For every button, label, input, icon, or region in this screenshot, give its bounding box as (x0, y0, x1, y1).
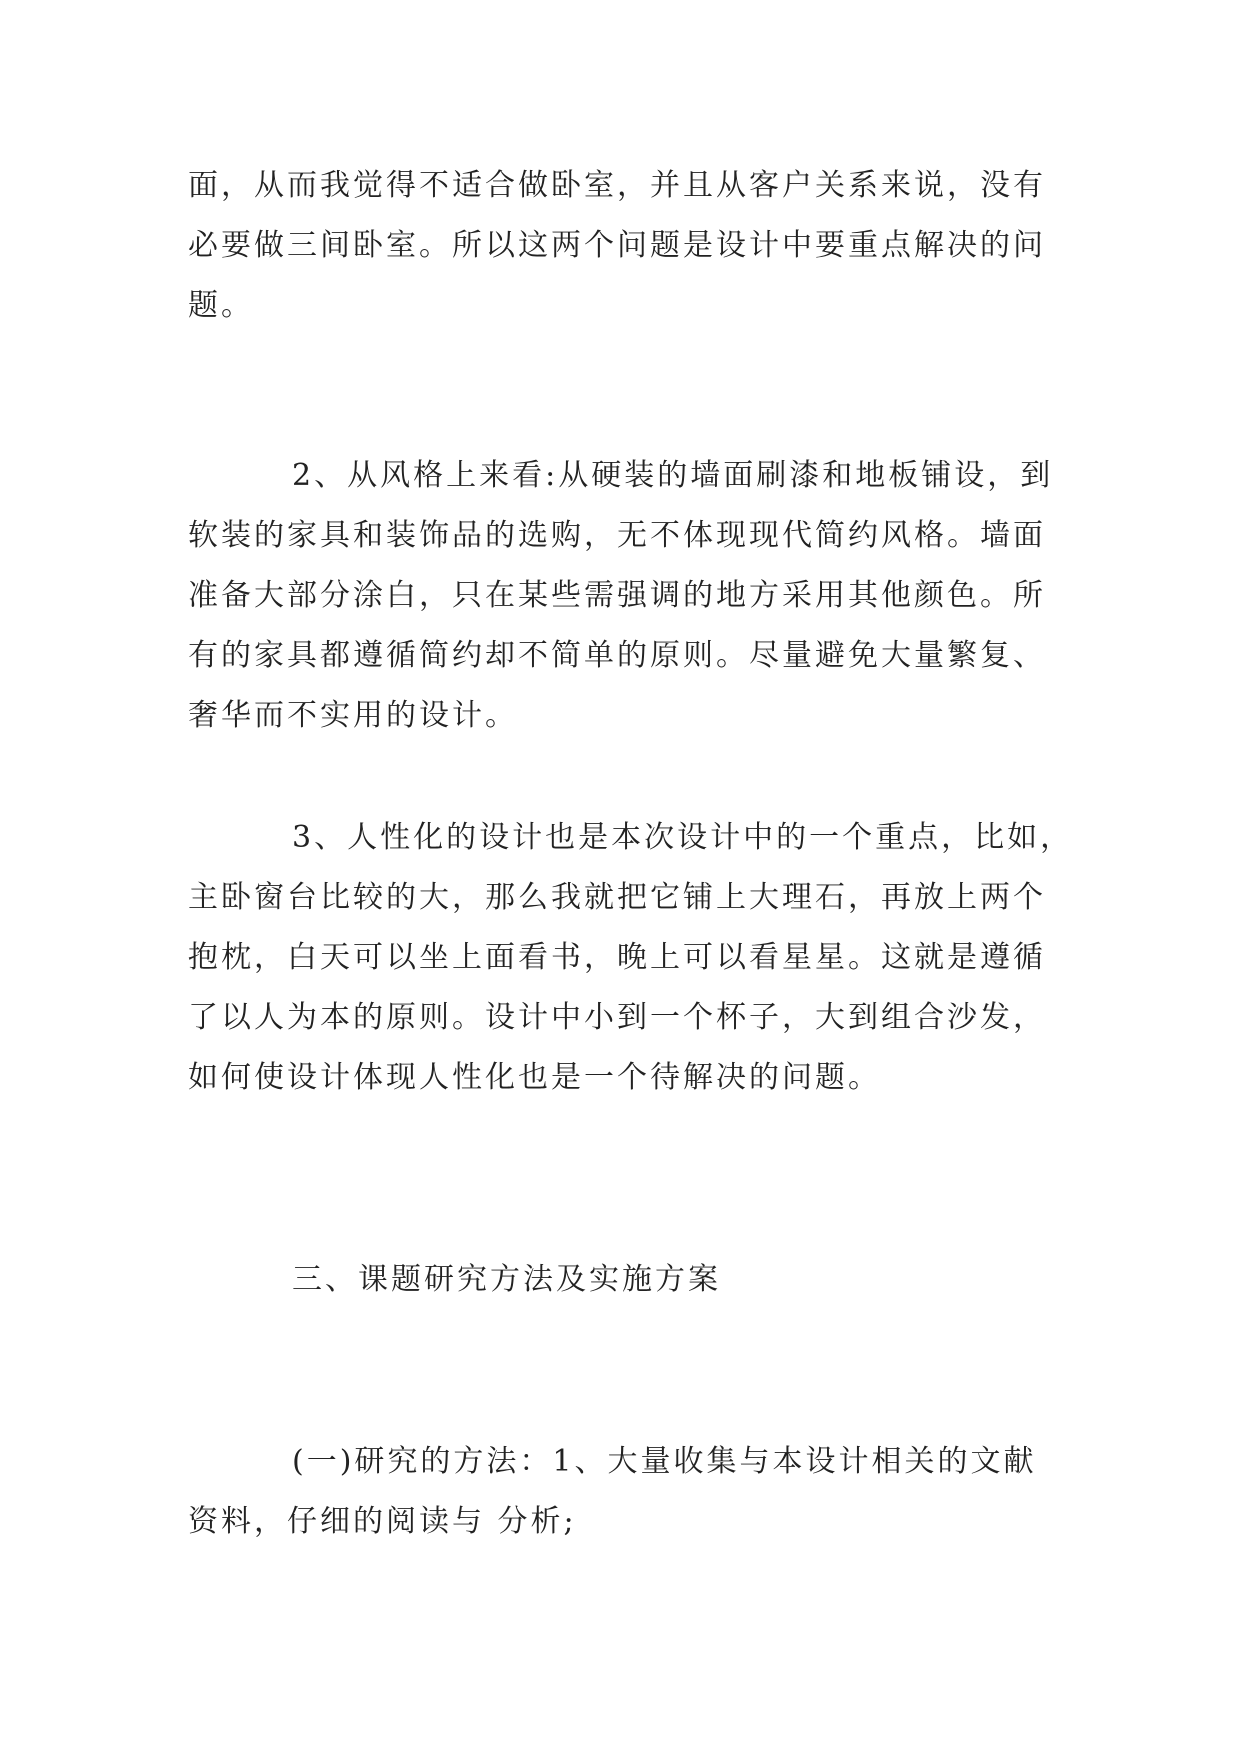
text-line: 了以人为本的原则。设计中小到一个杯子，大到组合沙发， (188, 1000, 1046, 1035)
text-line: 如何使设计体现人性化也是一个待解决的问题。 (188, 1060, 881, 1095)
text-line: 必要做三间卧室。所以这两个问题是设计中要重点解决的问 (188, 228, 1046, 263)
text-line: (一)研究的方法：1、大量收集与本设计相关的文献 (292, 1444, 1037, 1479)
paragraph-problems (188, 156, 1068, 336)
text-line: 有的家具都遵循简约却不简单的原则。尽量避免大量繁复、 (188, 638, 1046, 673)
text-line: 软装的家具和装饰品的选购，无不体现现代简约风格。墙面 (188, 518, 1046, 553)
text-line: 奢华而不实用的设计。 (188, 698, 518, 733)
text-line: 准备大部分涂白，只在某些需强调的地方采用其他颜色。所 (188, 578, 1046, 613)
text-line: 2、从风格上来看:从硬装的墙面刷漆和地板铺设，到 (292, 458, 1054, 493)
section-heading-text: 三、课题研究方法及实施方案 (292, 1262, 721, 1297)
text-line: 资料，仔细的阅读与 分析; (188, 1504, 577, 1539)
text-line: 主卧窗台比较的大，那么我就把它铺上大理石，再放上两个 (188, 880, 1046, 915)
text-line: 3、人性化的设计也是本次设计中的一个重点，比如， (292, 820, 1074, 855)
paragraph-humanized-design (188, 808, 1074, 1108)
section-heading (188, 1250, 1068, 1310)
paragraph-research-method (188, 1432, 1068, 1552)
text-line: 抱枕，白天可以坐上面看书，晚上可以看星星。这就是遵循 (188, 940, 1046, 975)
text-line: 题。 (188, 288, 254, 323)
text-line: 面，从而我觉得不适合做卧室，并且从客户关系来说，没有 (188, 168, 1046, 203)
paragraph-style (188, 446, 1068, 746)
